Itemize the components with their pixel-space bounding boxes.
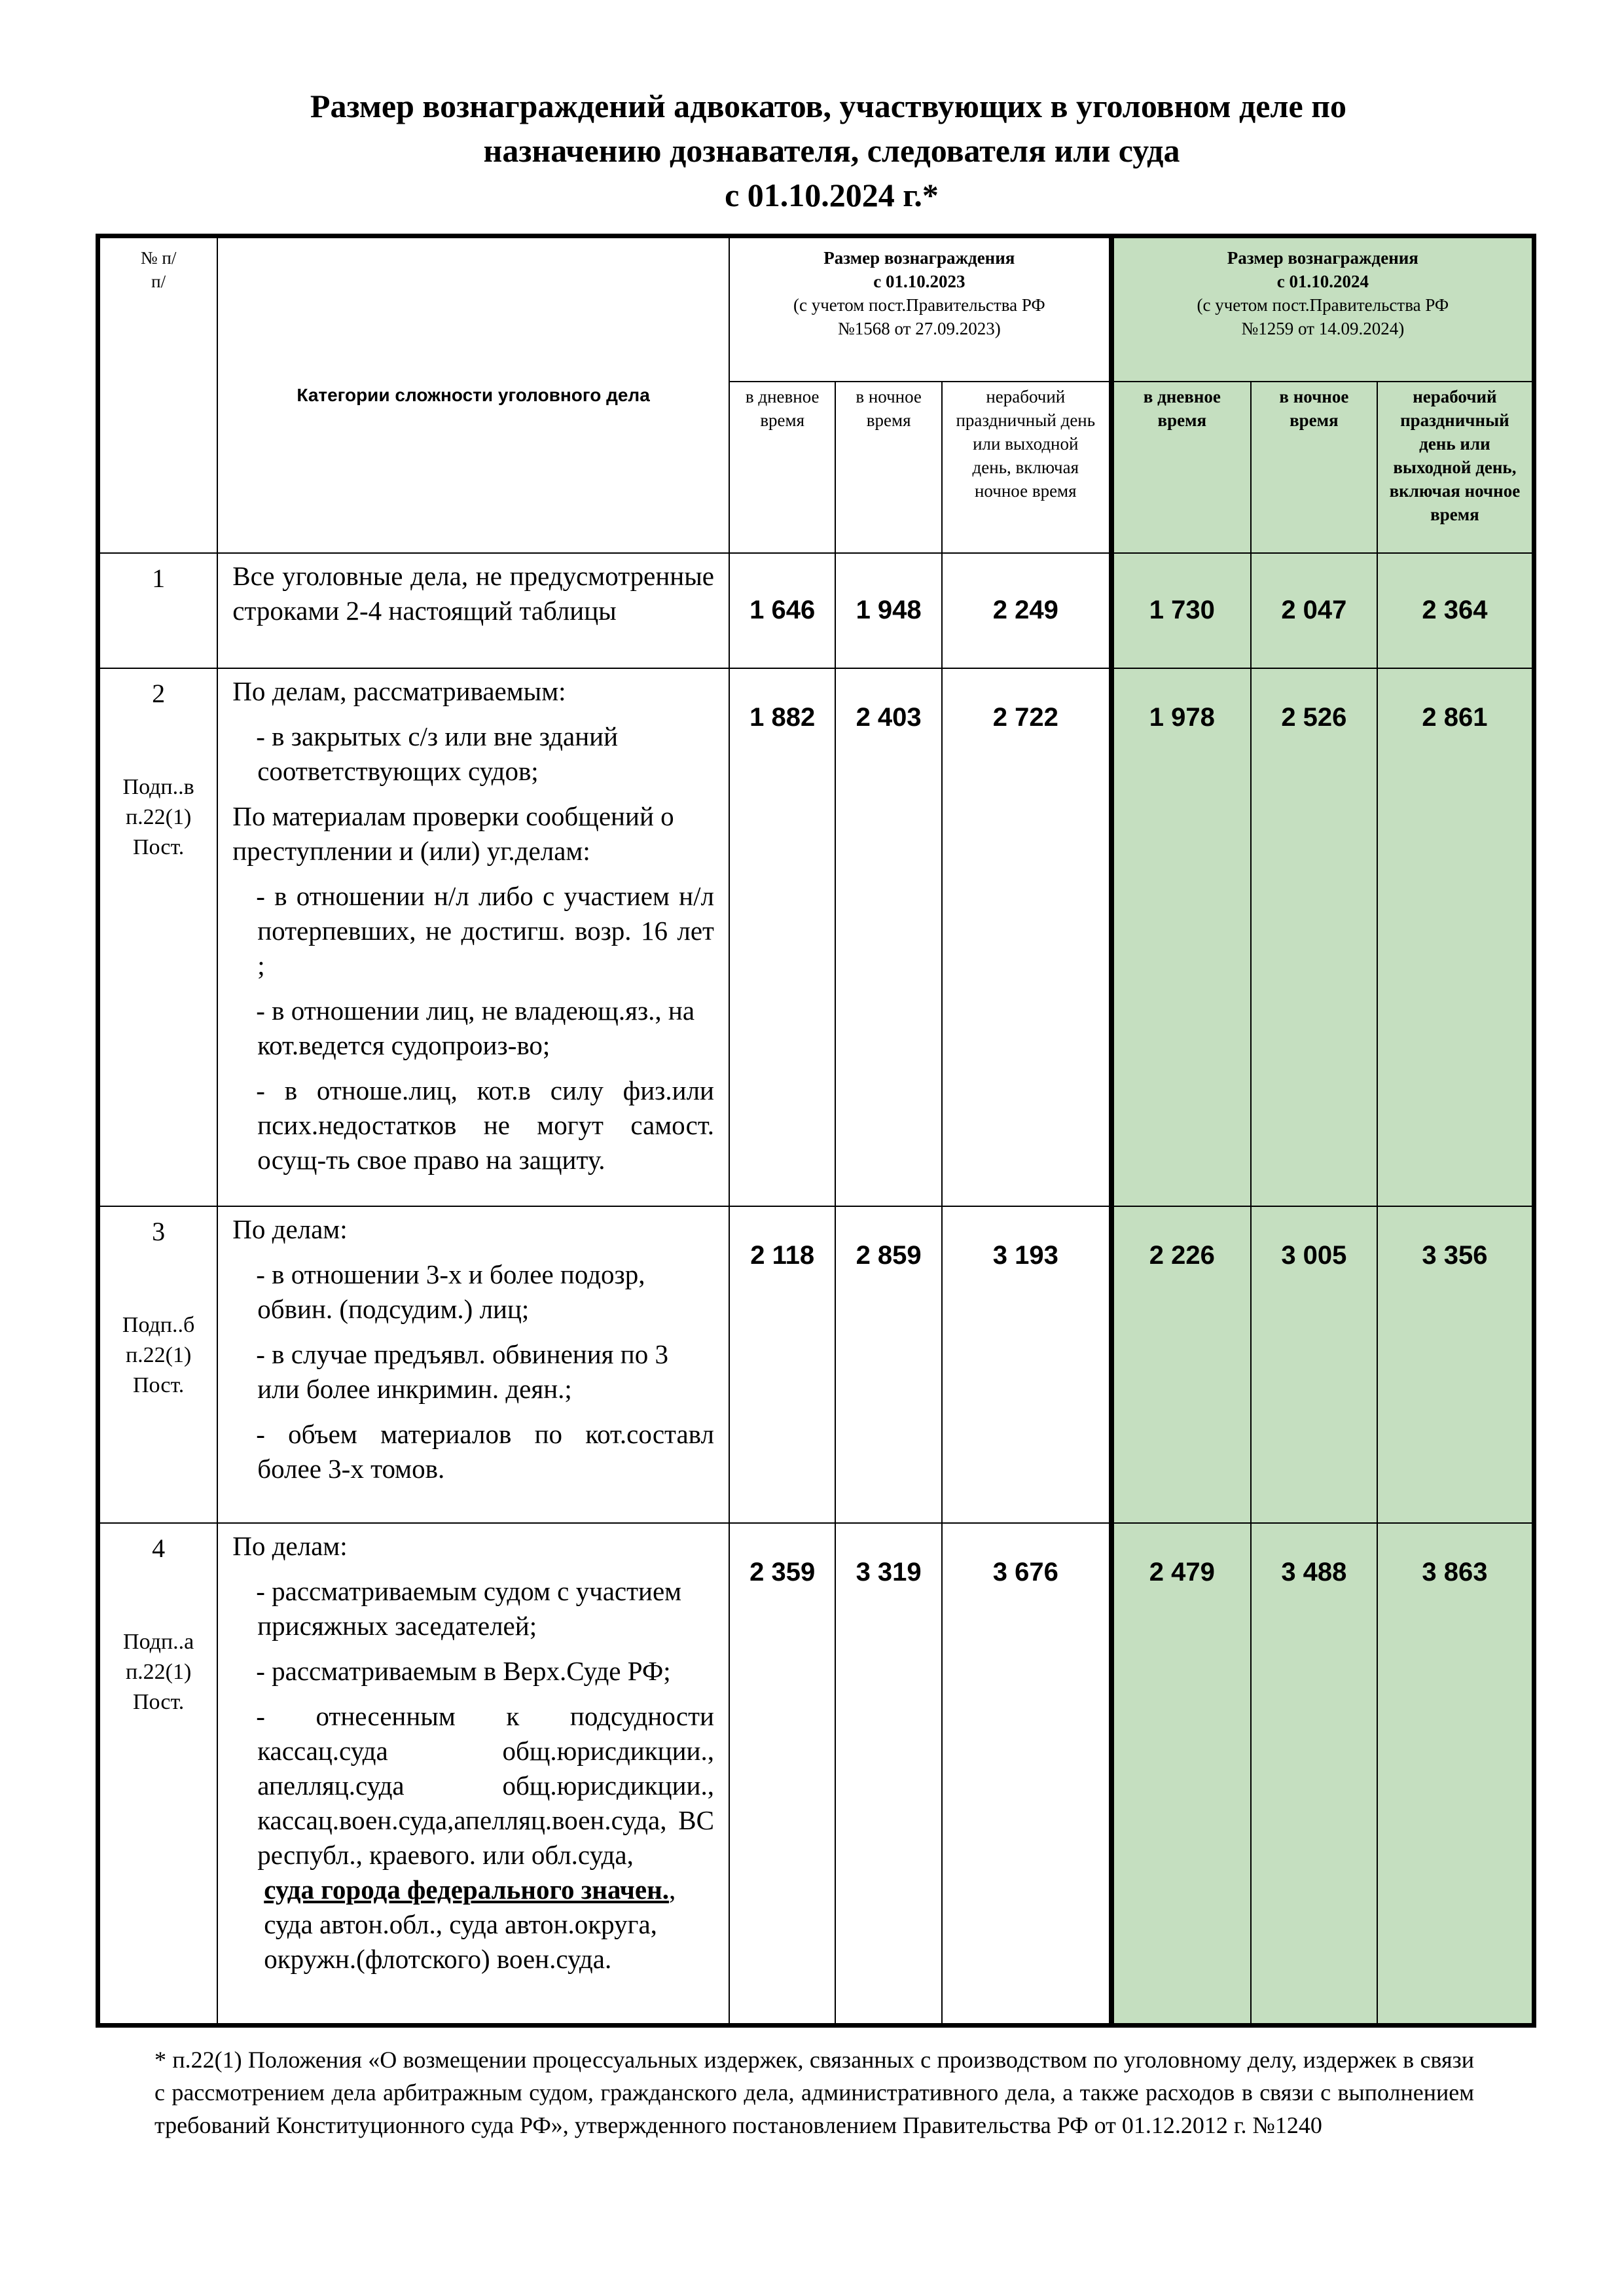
- row-subpoint: Подп..в п.22(1) Пост.: [122, 774, 194, 859]
- new-night-value: 3 005: [1251, 1206, 1377, 1523]
- new-holiday-header: нерабочий праздничный день или выходной день, включая ночное время: [1377, 382, 1534, 553]
- old-night-value: 2 403: [835, 668, 941, 1206]
- new-day-value: 2 226: [1111, 1206, 1251, 1523]
- fees-table: [96, 234, 1536, 2028]
- table-row: [98, 553, 1534, 668]
- new-group-line2: с 01.10.2024: [1276, 272, 1369, 291]
- federal-city-court-text: суда города федерального значен.: [264, 1874, 669, 1905]
- table-row: [98, 668, 1534, 1206]
- new-day-value: 2 479: [1111, 1523, 1251, 2026]
- old-day-value: 1 882: [729, 668, 835, 1206]
- old-day-value: 2 359: [729, 1523, 835, 2026]
- new-night-header: в ночное время: [1251, 382, 1377, 553]
- row-description: По делам, рассматриваемым: - в закрытых с/з или вне зданий соответствующих судов; По материалам проверки сообщений о преступлении и (или) уг.делам: - в отношении н/л либо с участием н/л потерпевших, не достигш. возр. 16 лет ; - в отношении лиц, не владеющ.яз., на кот.ведется судопроиз-во; - в отноше.лиц, кот.в силу физ.или псих.недостатков не могут самост. осущ-ть свое право на защиту.: [217, 668, 729, 1206]
- header-row-1: [98, 236, 1534, 382]
- new-night-value: 3 488: [1251, 1523, 1377, 2026]
- row-description: Все уголовные дела, не предусмотренные строками 2-4 настоящий таблицы: [217, 553, 729, 668]
- table-row: [98, 1206, 1534, 1523]
- row-subpoint: Подп..б п.22(1) Пост.: [122, 1312, 195, 1397]
- row-number-cell: [98, 668, 218, 1206]
- new-group-line3: (с учетом пост.Правительства РФ: [1197, 295, 1449, 315]
- old-day-value: 1 646: [729, 553, 835, 668]
- table-row: [98, 1523, 1534, 2026]
- new-holiday-value: 3 863: [1377, 1523, 1534, 2026]
- old-group-line2: с 01.10.2023: [873, 272, 965, 291]
- new-group-line4: №1259 от 14.09.2024): [1241, 319, 1405, 338]
- new-holiday-value: 2 861: [1377, 668, 1534, 1206]
- header-num: № п/п/: [140, 248, 177, 291]
- new-night-value: 2 526: [1251, 668, 1377, 1206]
- old-day-value: 2 118: [729, 1206, 835, 1523]
- old-holiday-value: 2 249: [942, 553, 1111, 668]
- new-day-value: 1 730: [1111, 553, 1251, 668]
- old-day-header: в дневное время: [729, 382, 835, 553]
- old-group-line4: №1568 от 27.09.2023): [838, 319, 1001, 338]
- row-subpoint: Подп..а п.22(1) Пост.: [123, 1629, 194, 1714]
- row-number: 4: [152, 1533, 166, 1563]
- old-night-value: 1 948: [835, 553, 941, 668]
- old-night-value: 3 319: [835, 1523, 941, 2026]
- new-night-value: 2 047: [1251, 553, 1377, 668]
- old-group-line1: Размер вознаграждения: [823, 248, 1015, 268]
- old-holiday-value: 3 193: [942, 1206, 1111, 1523]
- footnote: * п.22(1) Положения «О возмещении процессуальных издержек, связанных с производством по уголовному делу, издержек в связи с рассмотрением дела арбитражным судом, гражданского дела, административного дела, а также расходов в связи с выполнением требований Конституционного суда РФ», утвержденного постановлением Правительства РФ от 01.12.2012 г. №1240: [154, 2047, 1474, 2138]
- row-number: 2: [152, 678, 166, 708]
- header-old-group: [729, 236, 1111, 382]
- row-description: По делам: - в отношении 3-х и более подозр, обвин. (подсудим.) лиц; - в случае предъявл. обвинения по 3 или более инкримин. деян.; - объем материалов по кот.составл более 3-х томов.: [217, 1206, 729, 1523]
- row-number-cell: [98, 1206, 218, 1523]
- header-new-group: [1111, 236, 1534, 382]
- page-title: [0, 84, 1624, 217]
- old-holiday-value: 2 722: [942, 668, 1111, 1206]
- row-number-cell: [98, 1523, 218, 2026]
- new-holiday-value: 3 356: [1377, 1206, 1534, 1523]
- old-night-value: 2 859: [835, 1206, 941, 1523]
- old-group-line3: (с учетом пост.Правительства РФ: [793, 295, 1045, 315]
- old-night-header: в ночное время: [835, 382, 941, 553]
- header-category: Категории сложности уголовного дела: [217, 236, 729, 553]
- title-line-1: Размер вознаграждений адвокатов, участвующих в уголовном деле по: [310, 88, 1347, 124]
- title-line-2: назначению дознавателя, следователя или суда: [483, 132, 1180, 169]
- row-description: По делам: - рассматриваемым судом с участием присяжных заседателей; - рассматриваемым в Верх.Суде РФ; - отнесенным к подсудности кассац.суда общ.юрисдикции., апелляц.суда общ.юрисдикции., кассац.воен.суда,апелляц.воен.суда, ВС республ., краевого. или обл.суда, суда города федерального значен., суда автон.обл., суда автон.округа, окружн.(флотского) воен.суда.: [217, 1523, 729, 2026]
- header-num-cell: [98, 236, 218, 553]
- row-number: 1: [98, 553, 218, 668]
- new-holiday-value: 2 364: [1377, 553, 1534, 668]
- new-group-line1: Размер вознаграждения: [1227, 248, 1418, 268]
- row-number: 3: [152, 1216, 166, 1246]
- old-holiday-value: 3 676: [942, 1523, 1111, 2026]
- new-day-header: в дневное время: [1111, 382, 1251, 553]
- old-holiday-header: нерабочий праздничный день или выходной день, включая ночное время: [942, 382, 1111, 553]
- title-line-3: с 01.10.2024 г.*: [725, 177, 939, 213]
- new-day-value: 1 978: [1111, 668, 1251, 1206]
